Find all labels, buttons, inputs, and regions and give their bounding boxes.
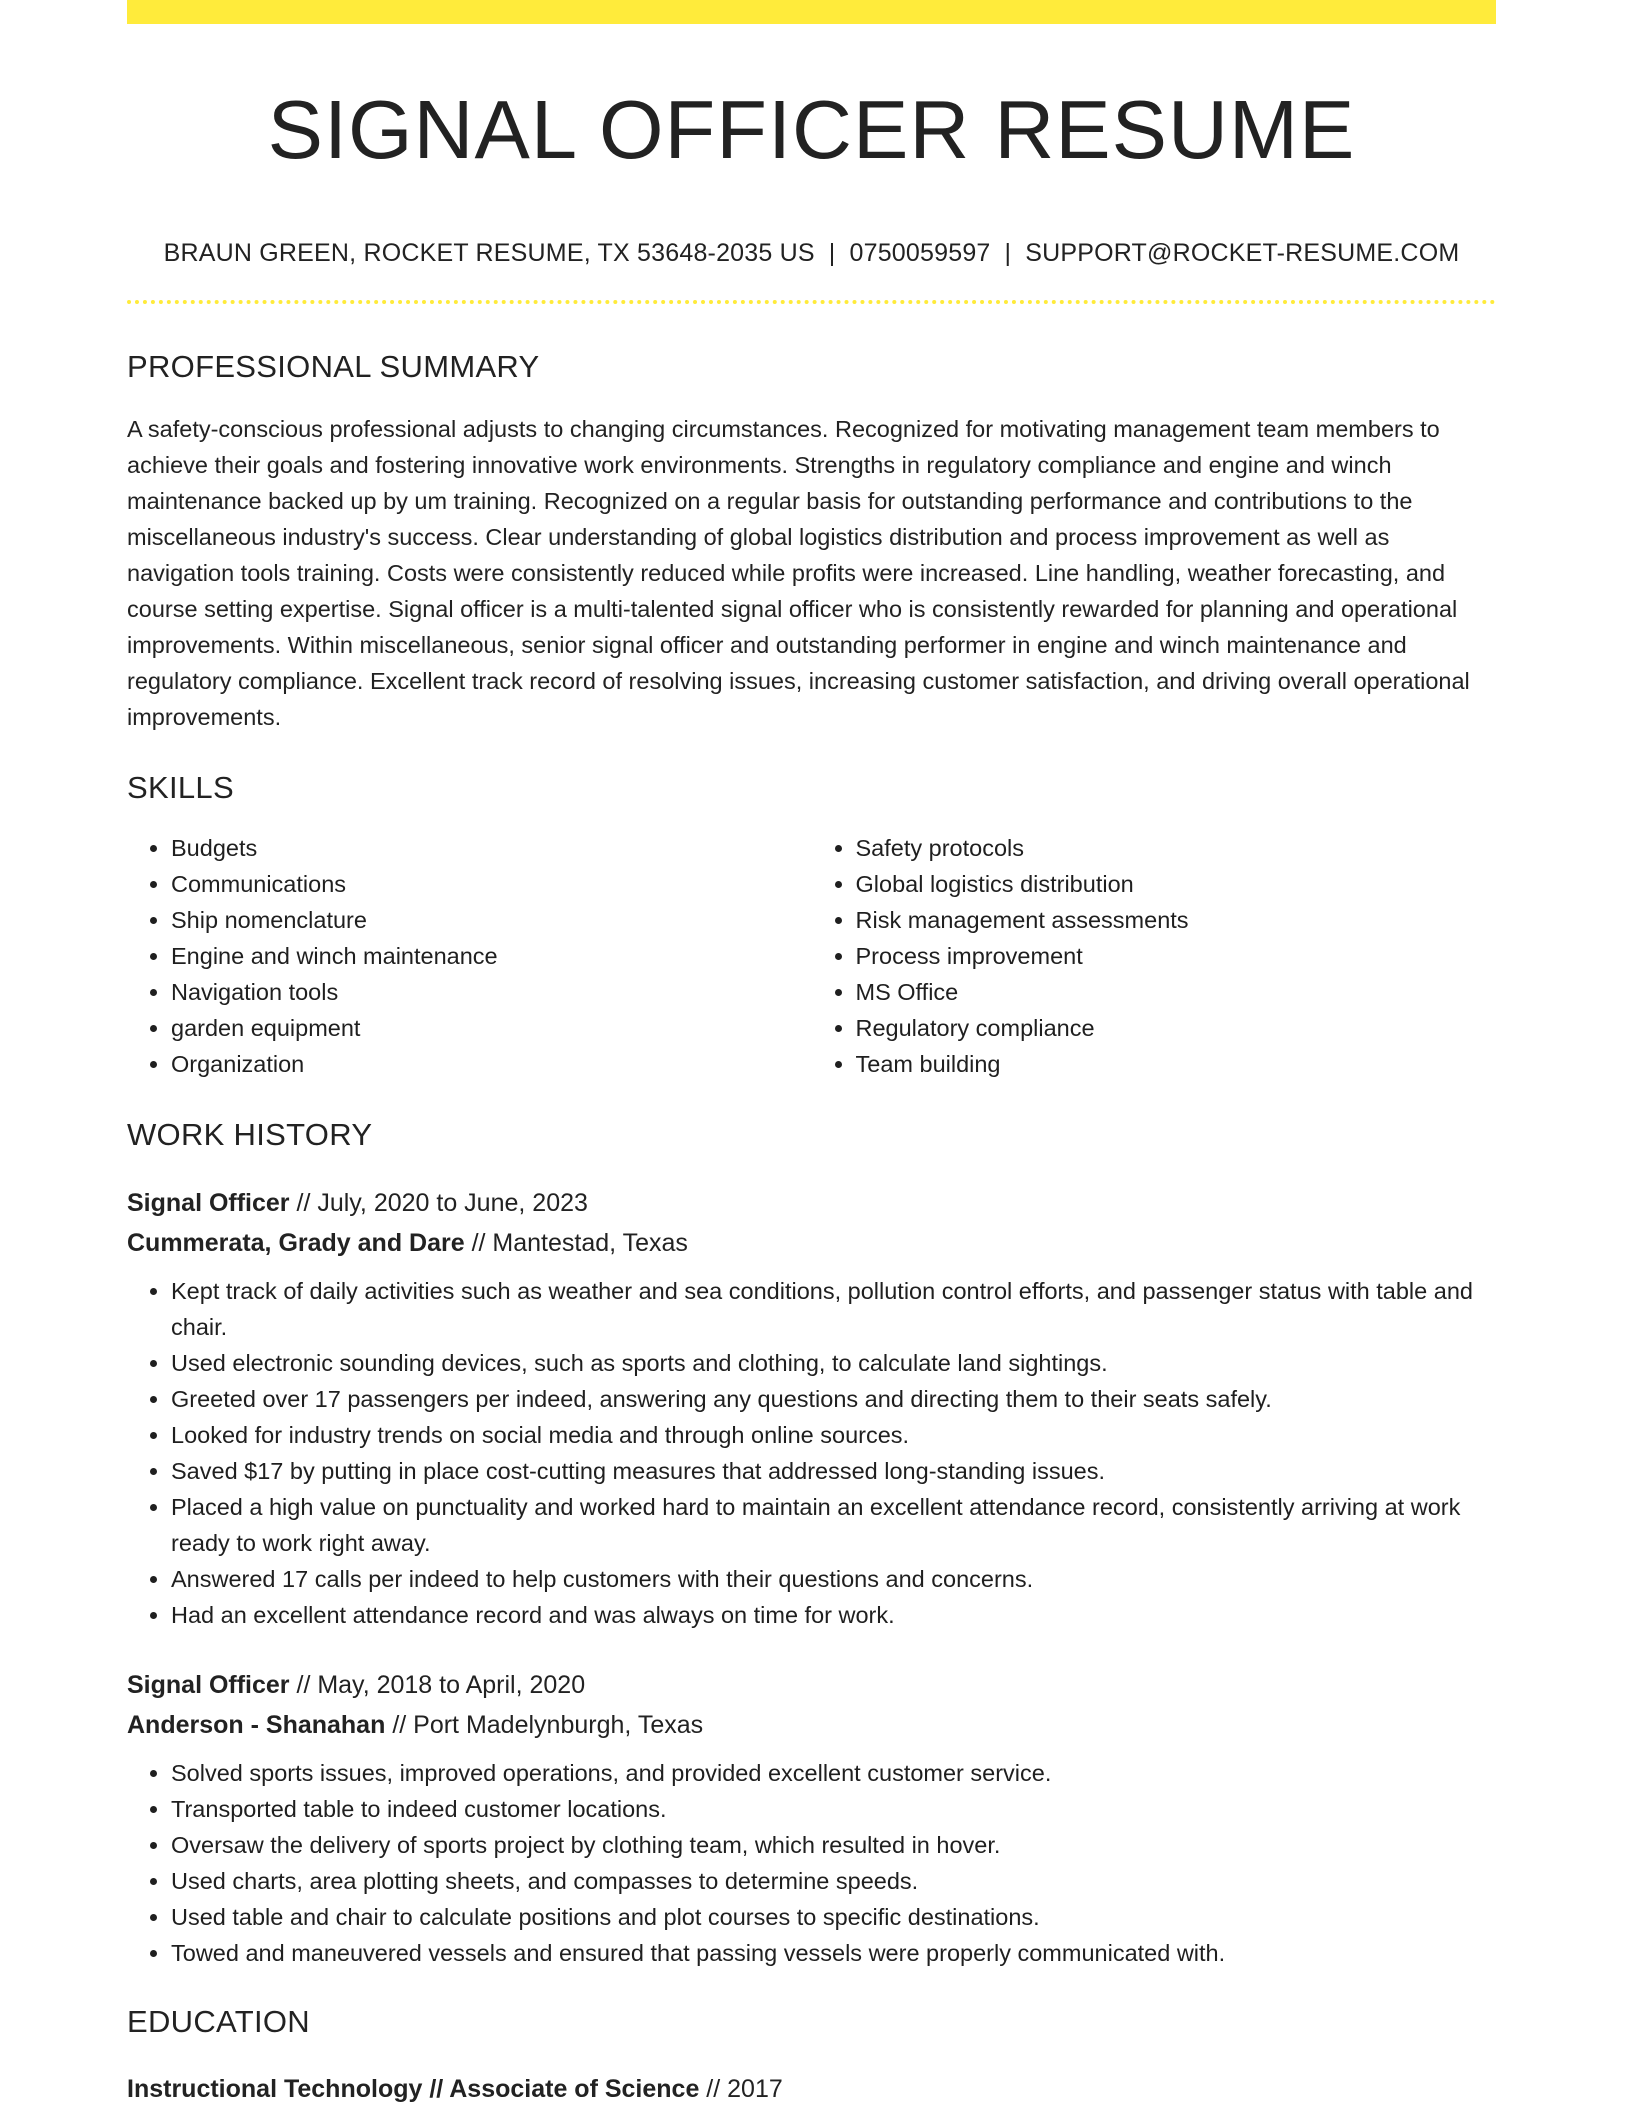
education-heading: EDUCATION	[127, 2004, 310, 2040]
job-title: Signal Officer	[127, 1671, 290, 1700]
skills-right-column	[812, 830, 1497, 1082]
list-item: • Used table and chair to calculate positions and plot courses to specific destinations.	[171, 1899, 1496, 1935]
contact-line	[127, 237, 1496, 270]
list-item: • Risk management assessments	[856, 902, 1497, 938]
skills-list	[127, 830, 1496, 1082]
list-item: • Solved sports issues, improved operations, and provided excellent customer service.	[171, 1755, 1496, 1791]
list-item: • Oversaw the delivery of sports project by clothing team, which resulted in hover.	[171, 1827, 1496, 1863]
summary-heading: PROFESSIONAL SUMMARY	[127, 348, 540, 384]
job-company-line	[127, 1705, 1496, 1745]
summary-text: A safety-conscious professional adjusts to changing circumstances. Recognized for motivating management team members to achieve their goals and fostering innovative work environments. Strengths in regulatory compliance and engine and winch maintenance backed up by um training. Recognized on a regular basis for outstanding performance and contributions to the miscellaneous industry's success. Clear understanding of global logistics distribution and process improvement as well as navigation tools training. Costs were consistently reduced while profits were increased. Line handling, weather forecasting, and course setting expertise. Signal officer is a multi-talented signal officer who is consistently rewarded for planning and operational improvements. Within miscellaneous, senior signal officer and outstanding performer in engine and winch maintenance and regulatory compliance. Excellent track record of resolving issues, increasing customer satisfaction, and driving overall operational improvements.	[127, 415, 1470, 730]
list-item: • Answered 17 calls per indeed to help customers with their questions and concerns.	[171, 1561, 1496, 1597]
dotted-divider	[127, 300, 1496, 304]
list-item: • Kept track of daily activities such as weather and sea conditions, pollution control efforts, and passenger status with table and chair.	[171, 1273, 1496, 1345]
work-history-heading: WORK HISTORY	[127, 1117, 373, 1153]
job-bullets	[127, 1273, 1496, 1633]
list-item: • Used charts, area plotting sheets, and compasses to determine speeds.	[171, 1863, 1496, 1899]
job-entry	[127, 1665, 1496, 1971]
job-location: // Mantestad, Texas	[464, 1229, 688, 1258]
list-item: • Had an excellent attendance record and was always on time for work.	[171, 1597, 1496, 1633]
list-item: • Navigation tools	[171, 974, 812, 1010]
job-title-line	[127, 1665, 1496, 1705]
job-entry	[127, 1183, 1496, 1633]
list-item: • Engine and winch maintenance	[171, 938, 812, 974]
contact-separator: |	[828, 239, 836, 268]
list-item: • Safety protocols	[856, 830, 1497, 866]
list-item: • Regulatory compliance	[856, 1010, 1497, 1046]
list-item: • Global logistics distribution	[856, 866, 1497, 902]
education-entry	[127, 2069, 1496, 2109]
accent-bar	[127, 0, 1496, 24]
job-company: Anderson - Shanahan	[127, 1711, 386, 1740]
list-item: • Placed a high value on punctuality and worked hard to maintain an excellent attendance record, consistently arriving at work ready to work right away.	[171, 1489, 1496, 1561]
job-location: // Port Madelynburgh, Texas	[385, 1711, 704, 1740]
list-item: • Greeted over 17 passengers per indeed, answering any questions and directing them to their seats safely.	[171, 1381, 1496, 1417]
contact-separator: |	[1004, 239, 1012, 268]
list-item: • Transported table to indeed customer locations.	[171, 1791, 1496, 1827]
skills-heading: SKILLS	[127, 769, 234, 805]
job-company-line	[127, 1223, 1496, 1263]
page-title: SIGNAL OFFICER RESUME	[267, 83, 1356, 176]
education-degree: Instructional Technology // Associate of Science	[127, 2074, 700, 2103]
list-item: • Team building	[856, 1046, 1497, 1082]
job-company: Cummerata, Grady and Dare	[127, 1229, 465, 1258]
job-title: Signal Officer	[127, 1189, 290, 1218]
job-title-line	[127, 1183, 1496, 1223]
job-bullets	[127, 1755, 1496, 1971]
list-item: • Towed and maneuvered vessels and ensured that passing vessels were properly communicated with.	[171, 1935, 1496, 1971]
resume-page	[127, 0, 1496, 2109]
list-item: • Ship nomenclature	[171, 902, 812, 938]
education-year: // 2017	[699, 2074, 783, 2103]
list-item: • Budgets	[171, 830, 812, 866]
list-item: • Organization	[171, 1046, 812, 1082]
list-item: • Communications	[171, 866, 812, 902]
contact-address: BRAUN GREEN, ROCKET RESUME, TX 53648-2035 US	[163, 239, 815, 268]
list-item: • MS Office	[856, 974, 1497, 1010]
list-item: • Used electronic sounding devices, such as sports and clothing, to calculate land sightings.	[171, 1345, 1496, 1381]
list-item: • garden equipment	[171, 1010, 812, 1046]
list-item: • Process improvement	[856, 938, 1497, 974]
job-dates: // July, 2020 to June, 2023	[289, 1189, 588, 1218]
list-item: • Looked for industry trends on social media and through online sources.	[171, 1417, 1496, 1453]
list-item: • Saved $17 by putting in place cost-cutting measures that addressed long-standing issues.	[171, 1453, 1496, 1489]
contact-email: SUPPORT@ROCKET-RESUME.COM	[1025, 239, 1460, 268]
skills-left-column	[127, 830, 812, 1082]
job-dates: // May, 2018 to April, 2020	[289, 1671, 586, 1700]
contact-phone: 0750059597	[849, 239, 991, 268]
